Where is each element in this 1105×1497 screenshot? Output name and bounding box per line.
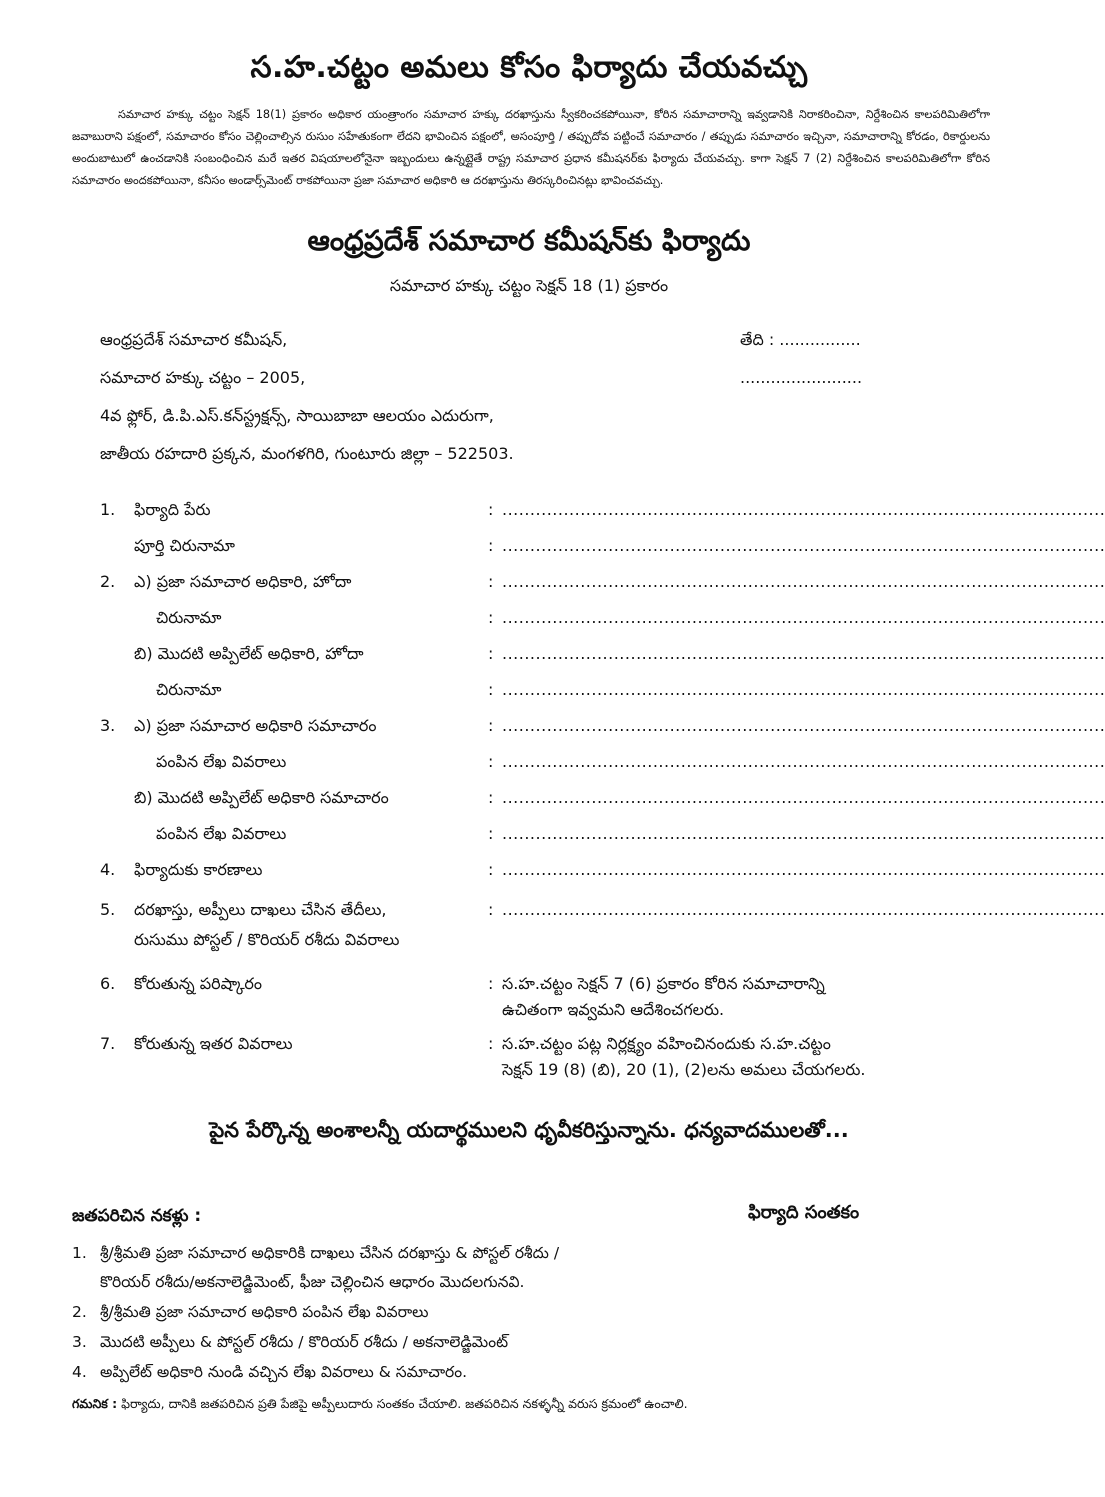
item-label: ఎ) ప్రజా సమాచార అధికారి, హోదా [134,572,352,591]
note [72,1396,688,1415]
enclosure-number: 3. [72,1333,87,1351]
enclosure-text: అప్పిలేట్ అధికారి నుండి వచ్చిన లేఖ వివరాలు & సమాచారం. [100,1363,468,1381]
form-row [100,608,1105,644]
enclosures-heading: జతపరిచిన నకళ్లు : [72,1206,202,1226]
form-row [100,716,1105,752]
address-line-2: సమాచార హక్కు చట్టం – 2005, [100,368,306,387]
item-label: కోరుతున్న పరిష్కారం [134,974,262,993]
enclosure-text: శ్రీ/శ్రీమతి ప్రజా సమాచార అధికారికి దాఖలు చేసిన దరఖాస్తు & పోస్టల్ రశీదు / [100,1244,560,1262]
fill-line[interactable]: ............................................................................................................ [502,716,1105,735]
item-label: పంపిన లేఖ వివరాలు [156,752,287,771]
enclosure-text: మొదటి అప్పీలు & పోస్టల్ రశీదు / కొరియర్ రశీదు / అకనాలెడ్జిమెంట్ [100,1333,509,1351]
colon: : [488,974,494,993]
fill-line[interactable]: ............................................................................................................ [502,536,1105,555]
item-label: ఫిర్యాది పేరు [134,500,211,519]
item-value: స.హ.చట్టం పట్ల నిర్లక్ష్యం వహించినందుకు స.హ.చట్టం [502,1034,831,1053]
colon: : [488,752,494,771]
declaration: పైన పేర్కొన్న అంశాలన్నీ యదార్థములని ధృవీకరిస్తున్నాను. ధన్యవాదములతో... [209,1118,849,1142]
date-field-line2[interactable]: ........................ [740,368,863,387]
enclosure-item [72,1303,429,1325]
item-value: సెక్షన్ 19 (8) (బి), 20 (1), (2)లను అమలు చేయగలరు. [502,1060,866,1079]
enclosure-number: 4. [72,1363,87,1381]
item-label: చిరునామా [156,608,222,627]
item-number: 6. [100,974,116,993]
form-row [100,860,1105,900]
form-row [100,500,1105,536]
item-value: ఉచితంగా ఇవ్వమని ఆదేశించగలరు. [502,1000,725,1019]
enclosure-number: 1. [72,1244,87,1262]
item-number: 2. [100,572,116,591]
colon: : [488,500,494,519]
item-number: 7. [100,1034,116,1053]
form-subtitle: సమాచార హక్కు చట్టం సెక్షన్ 18 (1) ప్రకారం [389,276,669,295]
intro-paragraph: సమాచార హక్కు చట్టం సెక్షన్ 18(1) ప్రకారం అధికార యంత్రాంగం సమాచార హక్కు దరఖాస్తును స్వీకరించకపోయినా, కోరిన సమాచారాన్ని ఇవ్వడానికి నిరాకరించినా, నిర్దేశించిన కాలపరిమితిలోగా జవాబురాని పక్షంలో, సమాచారం కోసం చెల్లించాల్సిన రుసుం సహేతుకంగా లేదని భావించిన పక్షంలో, అసంపూర్తి / తప్పుదోవ పట్టించే సమాచారం / తప్పుడు సమాచారం ఇచ్చినా, సమాచారాన్ని కోరడం, రికార్డులను అందుబాటులో ఉంచడానికి సంబంధించిన మరే ఇతర విషయాలలోనైనా ఇబ్బందులు ఉన్నట్లైతే రాష్ట్ర సమాచార ప్రధాన కమీషనర్‌కు ఫిర్యాదు చేయవచ్చు. కాగా సెక్షన్ 7 (2) నిర్దేశించిన కాలపరిమితిలోగా కోరిన సమాచారం అందకపోయినా, కనీసం అండార్స్‌మెంట్ రాకపోయినా ప్రజా సమాచార అధికారి ఆ దరఖాస్తును తిరస్కరించినట్లు భావించవచ్చు. [72,108,990,187]
form-row [100,536,1105,572]
form-row [100,1034,980,1090]
fill-line[interactable]: ............................................................................................................ [502,788,1105,807]
address-line-1: ఆంధ్రప్రదేశ్ సమాచార కమీషన్, [100,330,288,349]
signature-label: ఫిర్యాది సంతకం [748,1202,860,1223]
item-label: బి) మొదటి అప్పిలేట్ అధికారి సమాచారం [134,788,389,807]
note-label: గమనిక : [72,1396,118,1411]
date-field[interactable]: తేది : ................ [740,330,861,349]
form-row [100,788,1105,824]
fill-line[interactable]: ............................................................................................................ [502,860,1105,879]
fill-line[interactable]: ............................................................................................................ [502,680,1105,699]
address-line-4: జాతీయ రహదారి ప్రక్కన, మంగళగిరి, గుంటూరు జిల్లా – 522503. [100,444,514,463]
item-label: చిరునామా [156,680,222,699]
form-row [100,974,980,1034]
fill-line[interactable]: ............................................................................................................ [502,608,1105,627]
fill-line[interactable]: ............................................................................................................ [502,752,1105,771]
item-label: ఎ) ప్రజా సమాచార అధికారి సమాచారం [134,716,377,735]
form-row [100,572,1105,608]
form-row [100,930,980,974]
form-row [100,752,1105,788]
colon: : [488,716,494,735]
page-title: స.హ.చట్టం అమలు కోసం ఫిర్యాదు చేయవచ్చు [250,50,808,85]
form-row [100,644,1105,680]
colon: : [488,860,494,879]
colon: : [488,900,494,919]
colon: : [488,680,494,699]
item-label: ఫిర్యాదుకు కారణాలు [134,860,263,879]
enclosure-text: శ్రీ/శ్రీమతి ప్రజా సమాచార అధికారి పంపిన లేఖ వివరాలు [100,1303,429,1321]
fill-line[interactable]: ............................................................................................................ [502,824,1105,843]
item-number: 5. [100,900,116,919]
item-label: దరఖాస్తు, అప్పీలు దాఖలు చేసిన తేదీలు, [134,900,387,919]
item-label: రుసుము పోస్టల్ / కొరియర్ రశీదు వివరాలు [134,930,400,949]
enclosure-item [72,1244,559,1266]
item-label: పంపిన లేఖ వివరాలు [156,824,287,843]
colon: : [488,608,494,627]
colon: : [488,644,494,663]
enclosure-text-continued: కొరియర్ రశీదు/అకనాలెడ్జిమెంట్, ఫీజు చెల్లించిన ఆధారం మొదలగునవి. [100,1273,525,1291]
colon: : [488,788,494,807]
enclosure-number: 2. [72,1303,87,1321]
form-row [100,680,1105,716]
note-text: ఫిర్యాదు, దానికి జతపరిచిన ప్రతి పేజిపై అప్పీలుదారు సంతకం చేయాలి. జతపరిచిన నకళ్ళన్నీ వరుస క్రమంలో ఉంచాలి. [121,1396,688,1411]
colon: : [488,572,494,591]
item-label: పూర్తి చిరునామా [134,536,235,555]
address-line-3: 4వ ఫ్లోర్, డి.పి.ఎస్.కన్‌స్ట్రక్షన్స్, సాయిబాబా ఆలయం ఎదురుగా, [100,406,494,425]
colon: : [488,1034,494,1053]
fill-line[interactable]: ............................................................................................................ [502,572,1105,591]
form-title: ఆంధ్రప్రదేశ్ సమాచార కమీషన్‌కు ఫిర్యాదు [307,224,751,257]
enclosure-item [72,1363,467,1385]
item-number: 4. [100,860,116,879]
item-number: 3. [100,716,116,735]
enclosure-item [72,1333,508,1355]
item-label: బి) మొదటి అప్పిలేట్ అధికారి, హోదా [134,644,364,663]
form-items [100,500,1105,1090]
fill-line[interactable]: ............................................................................................................ [502,900,1105,919]
item-number: 1. [100,500,116,519]
item-label: కోరుతున్న ఇతర వివరాలు [134,1034,293,1053]
form-row [100,900,1105,930]
item-value: స.హ.చట్టం సెక్షన్ 7 (6) ప్రకారం కోరిన సమాచారాన్ని [502,974,825,993]
colon: : [488,824,494,843]
fill-line[interactable]: ............................................................................................................ [502,500,1105,519]
colon: : [488,536,494,555]
form-row [100,824,1105,860]
fill-line[interactable]: ............................................................................................................ [502,644,1105,663]
